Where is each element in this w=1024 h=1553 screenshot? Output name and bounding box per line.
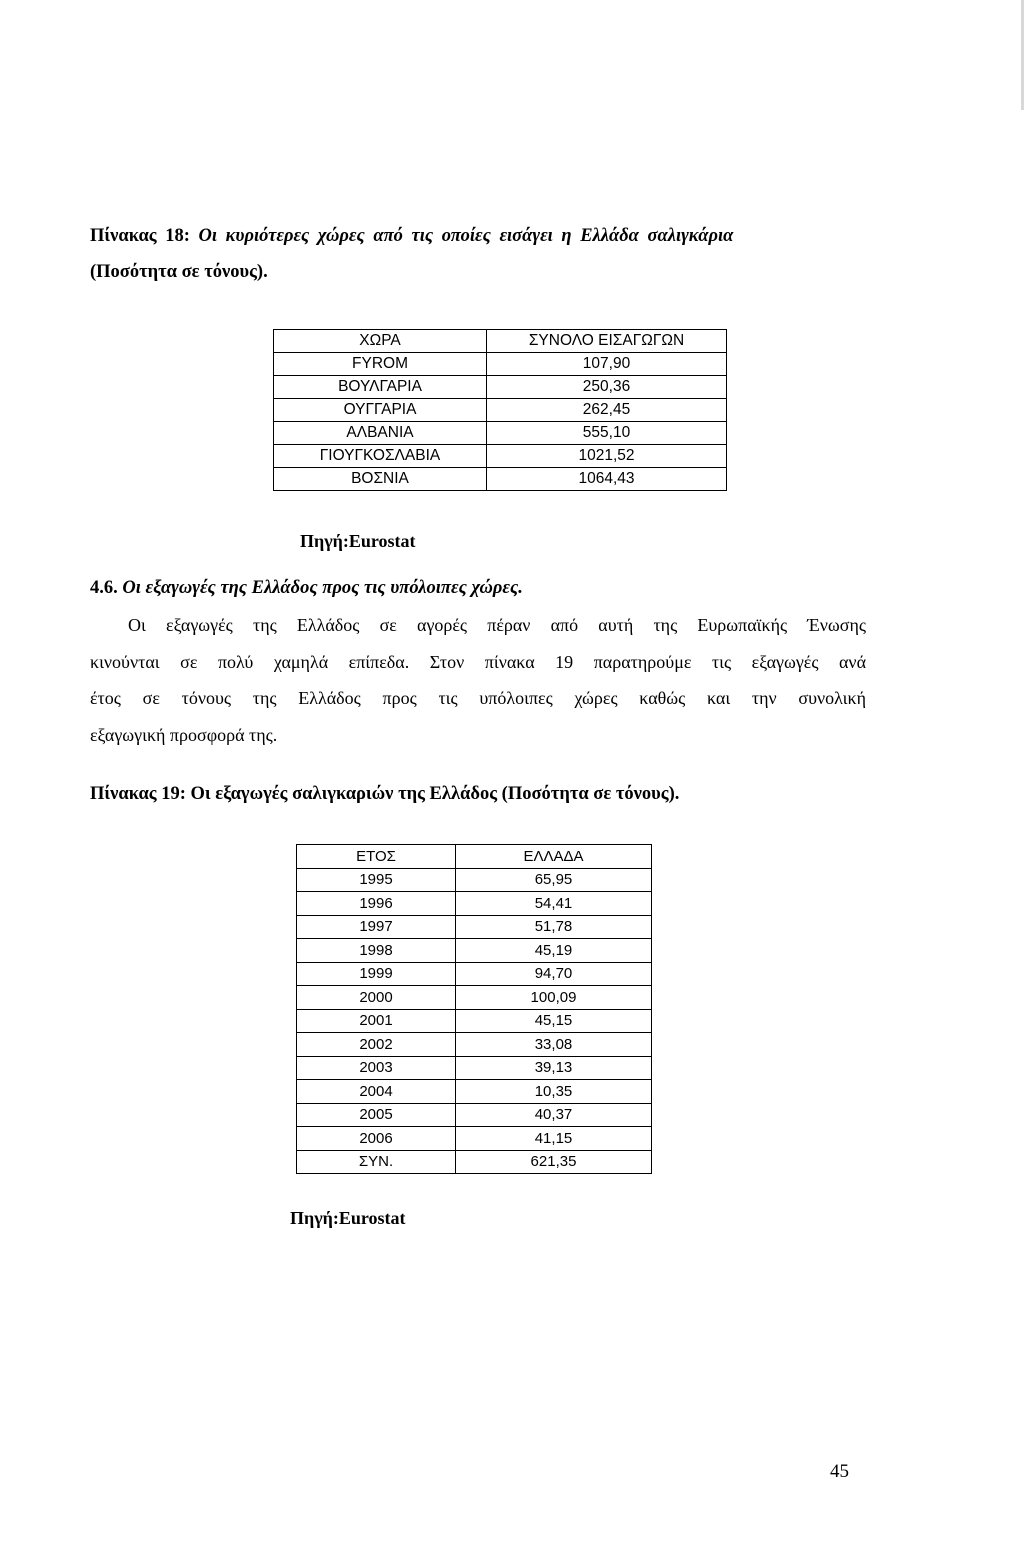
table19-header-greece: ΕΛΛΑΔΑ — [456, 845, 652, 869]
table18-row — [274, 376, 727, 399]
table19-row-value-cell: 41,15 — [456, 1127, 652, 1151]
table19-row-label-cell: 2002 — [297, 1033, 456, 1057]
table19-row — [297, 1033, 652, 1057]
table19-row-value-cell: 51,78 — [456, 915, 652, 939]
table18-header-row — [274, 330, 727, 353]
table19-row-value-cell: 100,09 — [456, 986, 652, 1010]
table18-row — [274, 445, 727, 468]
table18-row — [274, 399, 727, 422]
table19-body — [297, 845, 652, 1174]
table19-row-value-cell: 54,41 — [456, 892, 652, 916]
table19-row-value-cell: 621,35 — [456, 1150, 652, 1174]
table19-row-label-cell: 1999 — [297, 962, 456, 986]
table18-source: Πηγή:Eurostat — [300, 531, 416, 551]
table18-row-label-cell: ΑΛΒΑΝΙΑ — [274, 422, 487, 445]
table19-row — [297, 1150, 652, 1174]
table19-row-value-cell: 39,13 — [456, 1056, 652, 1080]
table18-header-country: ΧΩΡΑ — [274, 330, 487, 353]
table19-row-label-cell: 1998 — [297, 939, 456, 963]
paragraph-line: εξαγωγική προσφορά της. — [90, 724, 278, 745]
table18-row-value-cell: 555,10 — [487, 422, 727, 445]
table18-caption-line2: (Ποσότητα σε τόνους). — [90, 262, 268, 282]
table18-caption-line1 — [90, 225, 950, 247]
table18-row-value-cell: 1064,43 — [487, 468, 727, 491]
section-number: 4.6. — [90, 578, 118, 598]
table19-caption — [90, 783, 950, 805]
table18-row-label-cell: ΓΙΟΥΓΚΟΣΛΑΒΙΑ — [274, 445, 487, 468]
table19-row — [297, 892, 652, 916]
table19-row-label-cell: 2006 — [297, 1127, 456, 1151]
table19-row-value-cell: 10,35 — [456, 1080, 652, 1104]
table19-row-label-cell: 2003 — [297, 1056, 456, 1080]
table19 — [296, 844, 652, 1174]
table19-row-value-cell: 45,15 — [456, 1009, 652, 1033]
table19-row — [297, 939, 652, 963]
paragraph-line: έτος σε τόνους της Ελλάδος προς τις υπόλοιπες χώρες καθώς και την συνολική — [90, 688, 866, 708]
table19-row — [297, 1009, 652, 1033]
table18-caption-text: Οι κυριότερες χώρες από τις οποίες εισάγει η Ελλάδα σαλιγκάρια — [198, 226, 734, 246]
table18-row-label-cell: ΟΥΓΓΑΡΙΑ — [274, 399, 487, 422]
table19-row — [297, 868, 652, 892]
table19-row — [297, 1056, 652, 1080]
table19-row-value-cell: 94,70 — [456, 962, 652, 986]
table19-row-label-cell: ΣΥΝ. — [297, 1150, 456, 1174]
table19-row-value-cell: 40,37 — [456, 1103, 652, 1127]
table19-row-label-cell: 2004 — [297, 1080, 456, 1104]
table19-row-label-cell: 2000 — [297, 986, 456, 1010]
table18-row-label-cell: ΒΟΥΛΓΑΡΙΑ — [274, 376, 487, 399]
page-number: 45 — [830, 1461, 849, 1482]
section-title: Οι εξαγωγές της Ελλάδος προς τις υπόλοιπες χώρες. — [122, 578, 523, 598]
table18-row-value-cell: 250,36 — [487, 376, 727, 399]
table19-row — [297, 1103, 652, 1127]
table19-caption-unit: (Ποσότητα σε τόνους). — [501, 784, 680, 804]
table19-row — [297, 1127, 652, 1151]
table18-row-value-cell: 262,45 — [487, 399, 727, 422]
table19-caption-label: Πίνακας 19: — [90, 784, 186, 804]
table18-row-value-cell: 107,90 — [487, 353, 727, 376]
table18-row-value-cell: 1021,52 — [487, 445, 727, 468]
table19-row-label-cell: 2005 — [297, 1103, 456, 1127]
paragraph-line: κινούνται σε πολύ χαμηλά επίπεδα. Στον πίνακα 19 παρατηρούμε τις εξαγωγές ανά — [90, 651, 866, 672]
table19-caption-text: Οι εξαγωγές σαλιγκαριών της Ελλάδος — [190, 784, 498, 804]
table18-header-total: ΣΥΝΟΛΟ ΕΙΣΑΓΩΓΩΝ — [487, 330, 727, 353]
table18-row — [274, 422, 727, 445]
table19-header-year: ΕΤΟΣ — [297, 845, 456, 869]
table19-row — [297, 986, 652, 1010]
table19-row-value-cell: 45,19 — [456, 939, 652, 963]
table19-header-row — [297, 845, 652, 869]
body-paragraph — [90, 615, 866, 761]
table18-row-label-cell: FYROM — [274, 353, 487, 376]
table19-row-value-cell: 33,08 — [456, 1033, 652, 1057]
table18 — [273, 329, 727, 491]
table19-row — [297, 1080, 652, 1104]
table18-row — [274, 468, 727, 491]
table19-row — [297, 962, 652, 986]
table18-row — [274, 353, 727, 376]
table19-row-label-cell: 1995 — [297, 868, 456, 892]
table19-row-label-cell: 1997 — [297, 915, 456, 939]
table19-source: Πηγή:Eurostat — [290, 1208, 406, 1228]
table18-caption-label: Πίνακας 18: — [90, 226, 190, 246]
table19-row — [297, 915, 652, 939]
table18-row-label-cell: ΒΟΣΝΙΑ — [274, 468, 487, 491]
table19-row-label-cell: 2001 — [297, 1009, 456, 1033]
paragraph-line: Οι εξαγωγές της Ελλάδος σε αγορές πέραν από αυτή της Ευρωπαϊκής Ένωσης — [128, 615, 866, 635]
section-heading — [90, 578, 523, 599]
table19-row-label-cell: 1996 — [297, 892, 456, 916]
table18-body — [274, 330, 727, 491]
table19-row-value-cell: 65,95 — [456, 868, 652, 892]
